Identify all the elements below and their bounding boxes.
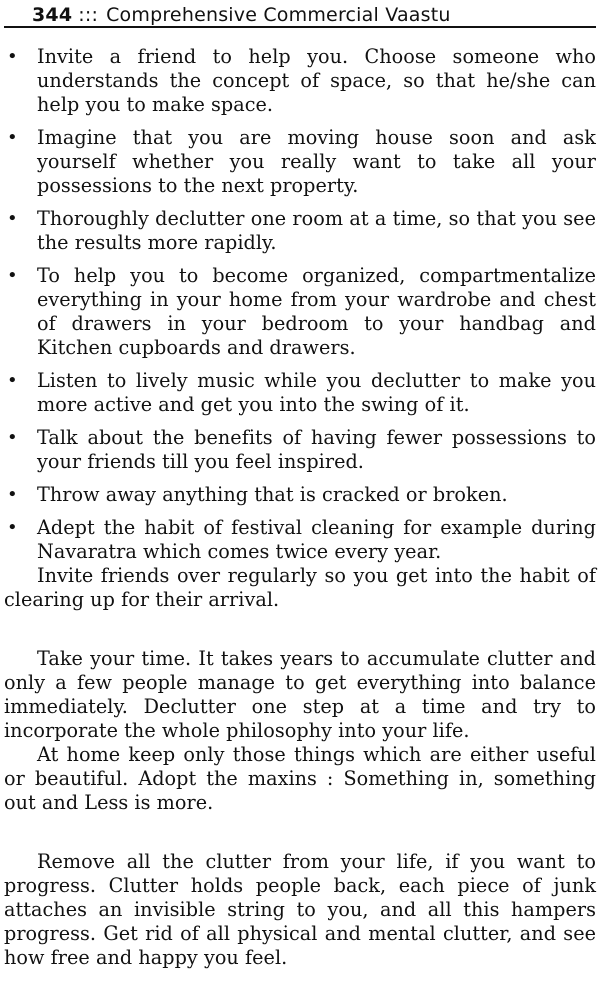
bullet-icon: •	[7, 484, 18, 505]
bullet-icon: •	[7, 46, 18, 67]
list-item	[4, 45, 596, 117]
page-number: 344	[32, 4, 73, 26]
list-item	[4, 516, 596, 564]
bullet-icon: •	[7, 517, 18, 538]
list-item-text: Throw away anything that is cracked or broken.	[37, 483, 508, 506]
paragraph-spacer	[4, 815, 596, 850]
header-separator: :::	[78, 4, 99, 26]
bullet-icon: •	[7, 265, 18, 286]
paragraph-invite-friends: Invite friends over regularly so you get into the habit of clearing up for their arrival.	[4, 564, 596, 611]
list-item	[4, 483, 596, 507]
paragraph-at-home: At home keep only those things which are either useful or beautiful. Adopt the maxins : Something in, something out and Less is more.	[4, 743, 596, 814]
decluttering-tips-list	[4, 45, 596, 564]
list-item	[4, 426, 596, 474]
bullet-icon: •	[7, 427, 18, 448]
list-item-text: Thoroughly declutter one room at a time, so that you see the results more rapidly.	[37, 207, 596, 254]
list-item-text: Listen to lively music while you declutter to make you more active and get you into the swing of it.	[37, 369, 596, 416]
paragraph-take-time: Take your time. It takes years to accumulate clutter and only a few people manage to get everything into balance immediately. Declutter one step at a time and try to incorporate the whole philosophy into your life.	[4, 647, 596, 742]
list-item	[4, 369, 596, 417]
page-header	[4, 0, 596, 28]
list-item-text: Adept the habit of festival cleaning for example during Navaratra which comes twice every year.	[37, 516, 596, 563]
book-title: Comprehensive Commercial Vaastu	[106, 4, 451, 26]
list-item-text: Imagine that you are moving house soon and ask yourself whether you really want to take all your possessions to the next property.	[37, 126, 596, 197]
bullet-icon: •	[7, 208, 18, 229]
list-item	[4, 207, 596, 255]
bullet-icon: •	[7, 127, 18, 148]
list-item-text: Invite a friend to help you. Choose someone who understands the concept of space, so that he/she can help you to make space.	[37, 45, 596, 116]
list-item	[4, 126, 596, 198]
page-content	[4, 45, 596, 970]
list-item-text: Talk about the benefits of having fewer possessions to your friends till you feel inspired.	[37, 426, 596, 473]
bullet-icon: •	[7, 370, 18, 391]
list-item	[4, 264, 596, 360]
paragraph-remove-clutter: Remove all the clutter from your life, if you want to progress. Clutter holds people back, each piece of junk attaches an invisible string to you, and all this hampers progress. Get rid of all physical and mental clutter, and see how free and happy you feel.	[4, 850, 596, 969]
paragraph-spacer	[4, 612, 596, 647]
list-item-text: To help you to become organized, compartmentalize everything in your home from your wardrobe and chest of drawers in your bedroom to your handbag and Kitchen cupboards and drawers.	[37, 264, 596, 359]
